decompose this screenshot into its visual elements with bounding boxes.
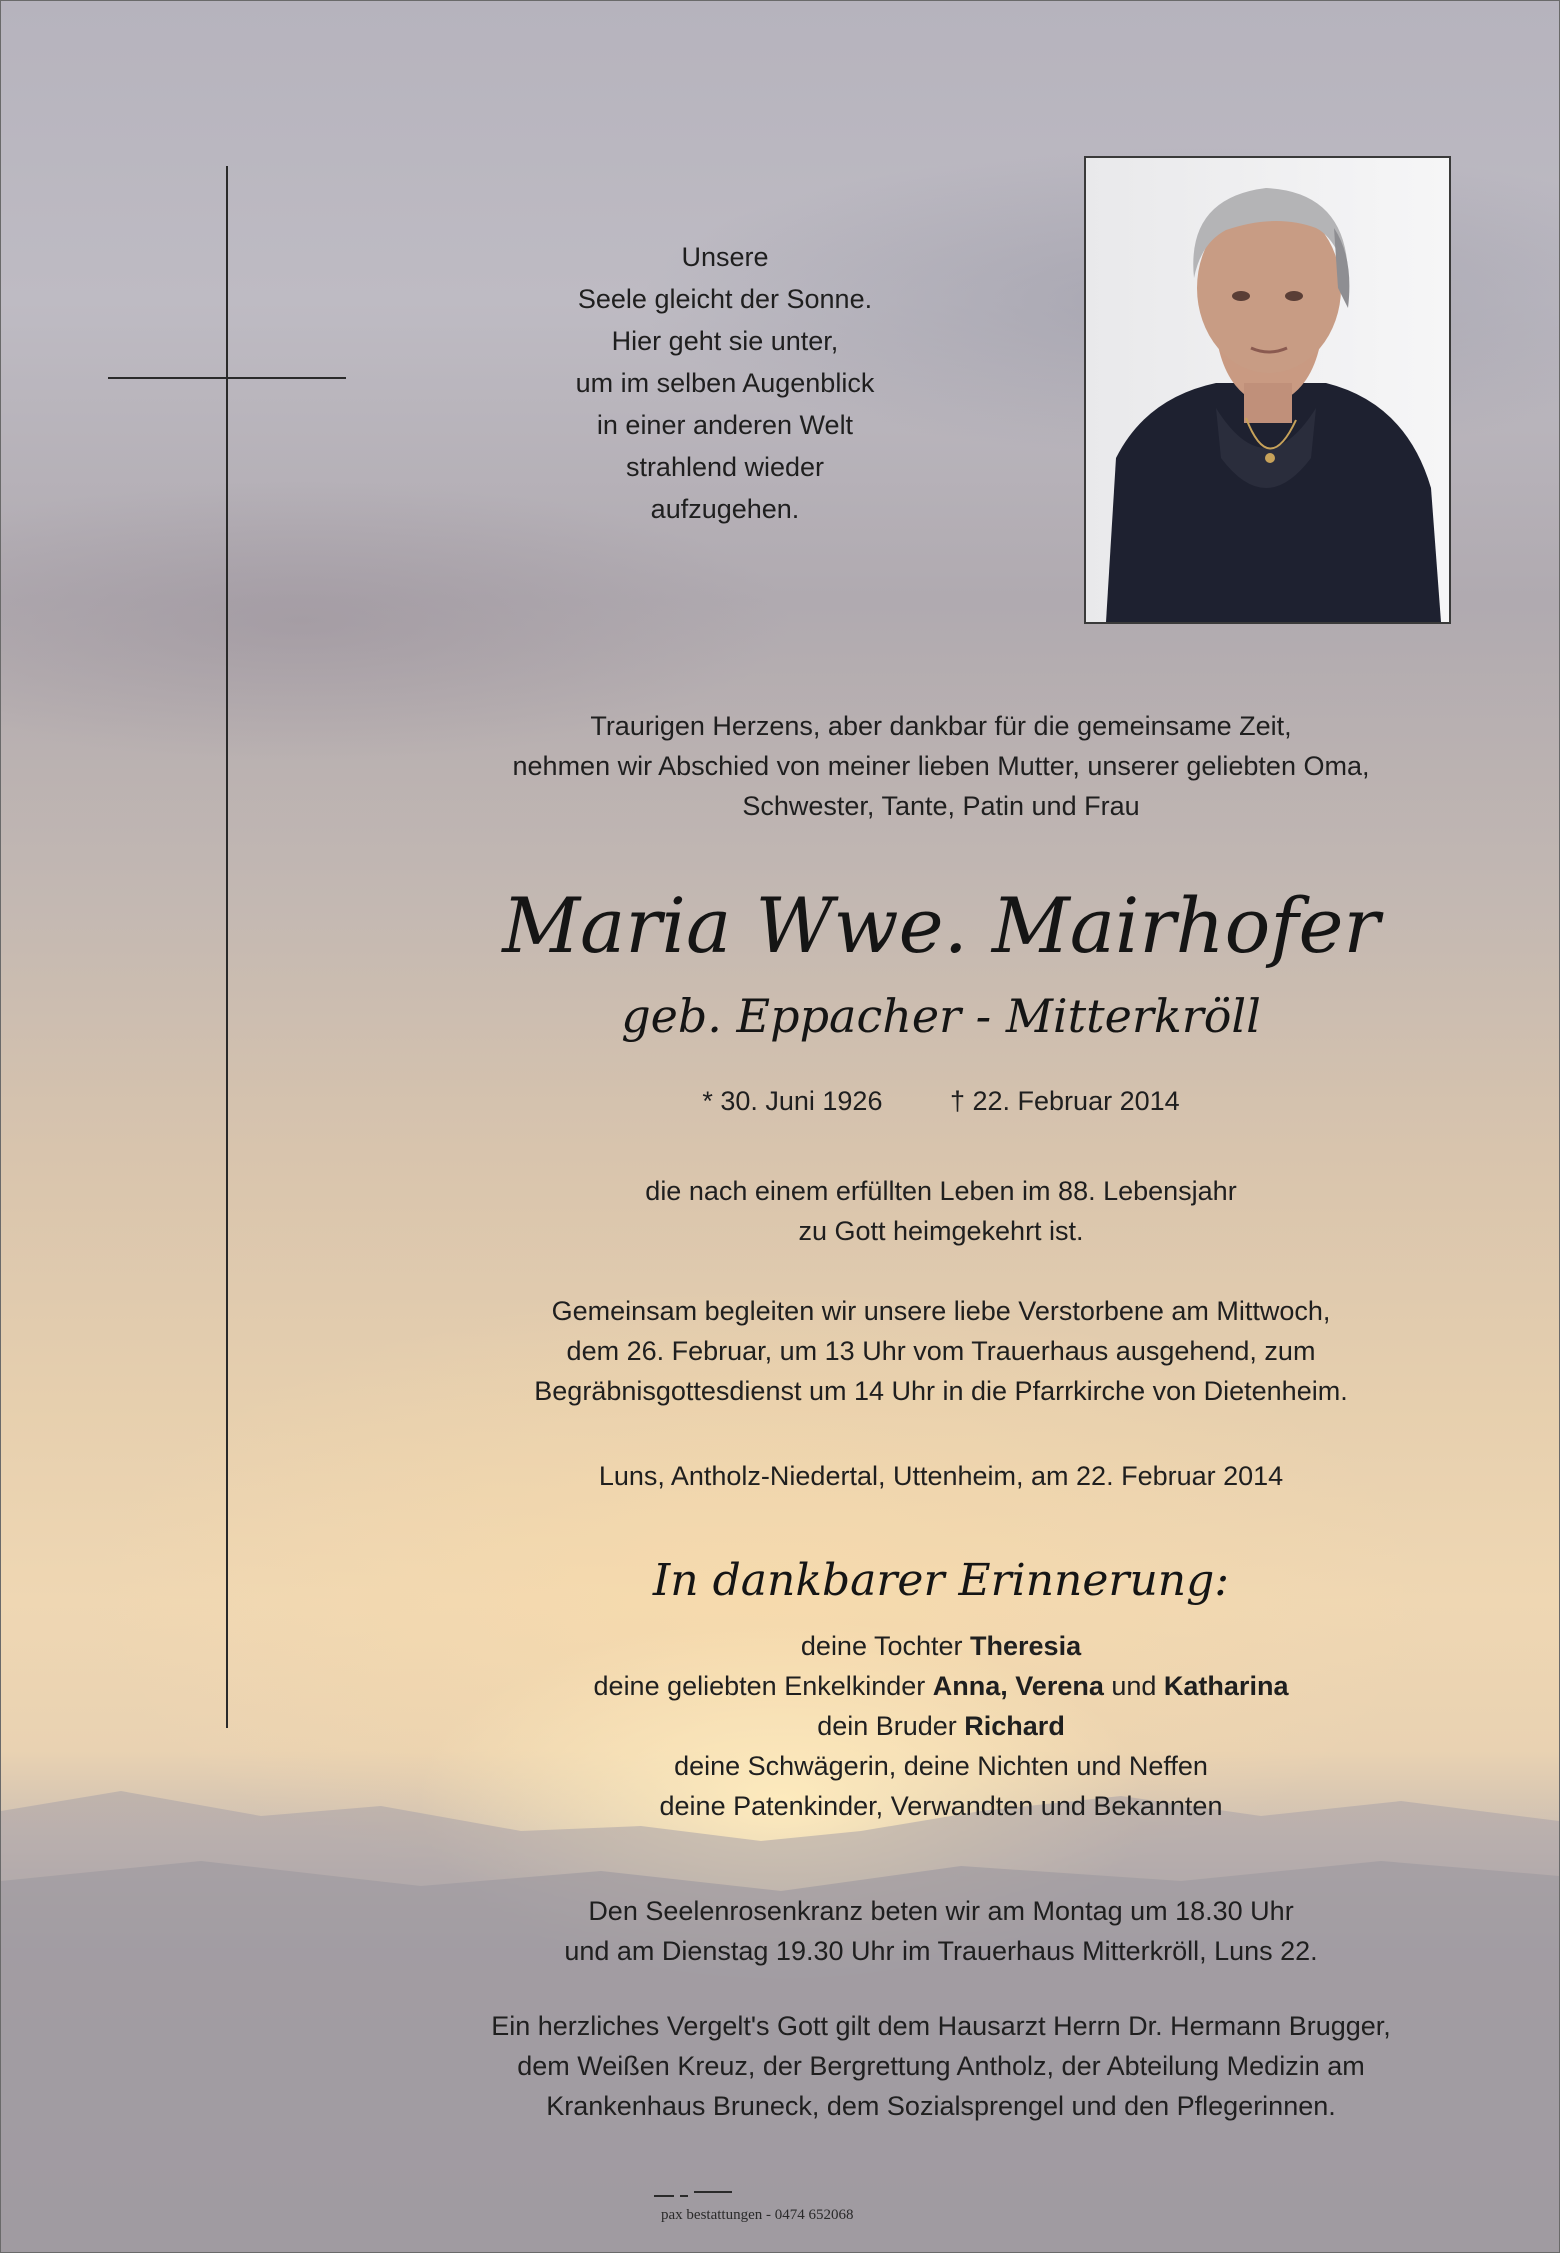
family-label: dein Bruder (817, 1711, 965, 1741)
family-line-brother (441, 1706, 1441, 1746)
gratitude-line: Krankenhaus Bruneck, dem Sozialsprengel und den Pflegerinnen. (546, 2091, 1336, 2121)
poem-line: Unsere (681, 242, 769, 272)
family-line-others: deine Patenkinder, Verwandten und Bekannten (659, 1791, 1223, 1821)
funeral-line: Begräbnisgottesdienst um 14 Uhr in die Pfarrkirche von Dietenheim. (534, 1376, 1348, 1406)
deceased-name: Maria Wwe. Mairhofer (502, 881, 1380, 970)
cross-vertical-bar (226, 166, 228, 1728)
pax-logo-icon (654, 2190, 732, 2198)
family-label: deine Tochter (800, 1631, 971, 1661)
poem-line: aufzugehen. (650, 494, 800, 524)
poem-line: in einer anderen Welt (596, 410, 854, 440)
intro-line: nehmen wir Abschied von meiner lieben Mutter, unserer geliebten Oma, (512, 751, 1370, 781)
footer-text: pax bestattungen - 0474 652068 (661, 2207, 854, 2223)
portrait-illustration (1086, 158, 1449, 622)
gratitude-line: Ein herzliches Vergelt's Gott gilt dem Hausarzt Herrn Dr. Hermann Brugger, (491, 2011, 1391, 2041)
poem-line: um im selben Augenblick (575, 368, 875, 398)
remembrance-title: In dankbarer Erinnerung: (652, 1555, 1230, 1606)
family-name: Anna, Verena (932, 1671, 1104, 1701)
birth-name: geb. Eppacher - Mitterkröll (621, 989, 1261, 1043)
life-line: zu Gott heimgekehrt ist. (798, 1216, 1084, 1246)
poem (521, 236, 929, 530)
life-dates (441, 1086, 1441, 1117)
intro-line: Traurigen Herzens, aber dankbar für die gemeinsame Zeit, (590, 711, 1292, 741)
family-label: und (1103, 1671, 1164, 1701)
family-name: Katharina (1163, 1671, 1289, 1701)
rosary-text (441, 1891, 1441, 1971)
family-line-grandchildren (441, 1666, 1441, 1706)
poem-line: strahlend wieder (625, 452, 825, 482)
death-date: † 22. Februar 2014 (949, 1086, 1180, 1116)
family-label: deine geliebten Enkelkinder (593, 1671, 933, 1701)
gratitude-text (441, 2006, 1441, 2126)
cross-horizontal-bar (108, 377, 346, 379)
life-line: die nach einem erfüllten Leben im 88. Lebensjahr (645, 1176, 1237, 1206)
funeral-text (441, 1291, 1441, 1411)
birth-date: * 30. Juni 1926 (702, 1086, 883, 1116)
poem-line: Seele gleicht der Sonne. (577, 284, 873, 314)
family-name: Richard (964, 1711, 1065, 1741)
family-line-in-laws: deine Schwägerin, deine Nichten und Neffen (674, 1751, 1208, 1781)
intro-line: Schwester, Tante, Patin und Frau (742, 791, 1140, 821)
place-date (441, 1456, 1441, 1496)
poem-line: Hier geht sie unter, (611, 326, 839, 356)
rosary-line: Den Seelenrosenkranz beten wir am Montag um 18.30 Uhr (588, 1896, 1294, 1926)
life-text (441, 1171, 1441, 1251)
family-list (441, 1626, 1441, 1826)
portrait-photo (1084, 156, 1451, 624)
funeral-line: Gemeinsam begleiten wir unsere liebe Verstorbene am Mittwoch, (551, 1296, 1331, 1326)
intro-text (441, 706, 1441, 826)
gratitude-line: dem Weißen Kreuz, der Bergrettung Antholz, der Abteilung Medizin am (517, 2051, 1365, 2081)
family-name: Theresia (970, 1631, 1082, 1661)
place-date-line: Luns, Antholz-Niedertal, Uttenheim, am 22. Februar 2014 (598, 1461, 1284, 1491)
rosary-line: und am Dienstag 19.30 Uhr im Trauerhaus Mitterkröll, Luns 22. (564, 1936, 1318, 1966)
family-line-daughter (441, 1626, 1441, 1666)
funeral-line: dem 26. Februar, um 13 Uhr vom Trauerhaus ausgehend, zum (566, 1336, 1316, 1366)
